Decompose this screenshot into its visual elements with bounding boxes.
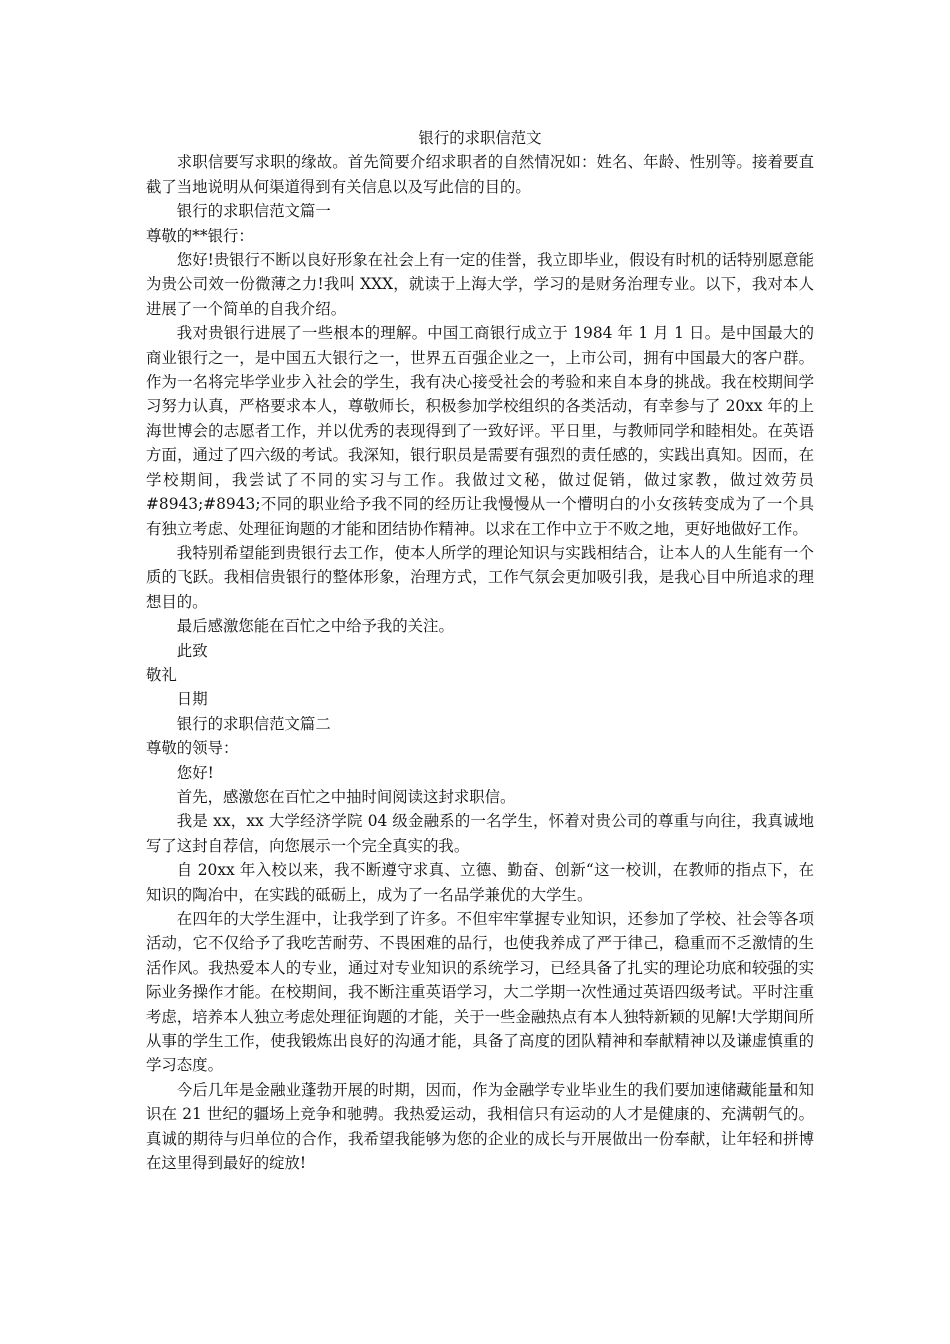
letter1-closing-2: 敬礼 bbox=[146, 665, 177, 684]
letter1-paragraph-2: 我对贵银行进展了一些根本的理解。中国工商银行成立于 1984 年 1 月 1 日。是中国最大的商业银行之一，是中国五大银行之一，世界五百强企业之一，上市公司，拥有中国最大的客户群。作为一名将完毕学业步入社会的学生，我有决心接受社会的考验和来自本身的挑战。我在校期间学习努力认真，严格要求本人，尊敬师长，积极参加学校组织的各类活动，有幸参与了 20xx 年的上海世博会的志愿者工作，并以优秀的表现得到了一致好评。平日里，与教师同学和睦相处。在英语方面，通过了四六级的考试。我深知，银行职员是需要有强烈的责任感的，实践出真知。因而，在学校期间，我尝试了不同的实习与工作。我做过文秘，做过促销，做过家教，做过效劳员#8943;#8943;不同的职业给予我不同的经历让我慢慢从一个懵明白的小女孩转变成为了一个具有独立考虑、处理征询题的才能和团结协作精神。以求在工作中立于不败之地，更好地做好工作。 bbox=[146, 324, 814, 538]
letter1-heading: 银行的求职信范文篇一 bbox=[176, 202, 331, 221]
letter2-paragraph-4: 在四年的大学生涯中，让我学到了许多。不但牢牢掌握专业知识，还参加了学校、社会等各项活动，它不仅给予了我吃苦耐劳、不畏困难的品行，也使我养成了严于律己，稳重而不乏激情的生活作风。我热爱本人的专业，通过对专业知识的系统学习，已经具备了扎实的理论功底和较强的实际业务操作才能。在校期间，我不断注重英语学习，大二学期一次性通过英语四级考试。平时注重考虑，培养本人独立考虑处理征询题的才能，关于一些金融热点有本人独特新颖的见解!大学期间所从事的学生工作，使我锻炼出良好的沟通才能，具备了高度的团队精神和奉献精神以及谦虚慎重的学习态度。 bbox=[146, 910, 814, 1075]
letter1-paragraph-4: 最后感激您能在百忙之中给予我的关注。 bbox=[176, 617, 454, 636]
letter1-paragraph-3: 我特别希望能到贵银行去工作，使本人所学的理论知识与实践相结合，让本人的人生能有一个质的飞跃。我相信贵银行的整体形象，治理方式，工作气氛会更加吸引我，是我心目中所追求的理想目的。 bbox=[146, 543, 814, 611]
letter1-date: 日期 bbox=[176, 690, 208, 709]
letter2-paragraph-5: 今后几年是金融业蓬勃开展的时期，因而，作为金融学专业毕业生的我们要加速储藏能量和知识在 21 世纪的疆场上竞争和驰骋。我热爱运动，我相信只有运动的人才是健康的、充满朝气的。真诚的期待与归单位的合作，我希望我能够为您的企业的成长与开展做出一份奉献，让年轻和拼博在这里得到最好的绽放! bbox=[146, 1080, 814, 1173]
intro-paragraph: 求职信要写求职的缘故。首先简要介绍求职者的自然情况如：姓名、年龄、性别等。接着要直截了当地说明从何渠道得到有关信息以及写此信的目的。 bbox=[146, 153, 814, 196]
letter2-salutation: 尊敬的领导： bbox=[146, 739, 239, 758]
document-title: 银行的求职信范文 bbox=[418, 129, 542, 147]
letter2-paragraph-2: 我是 xx，xx 大学经济学院 04 级金融系的一名学生，怀着对贵公司的尊重与向往，我真诚地写了这封自荐信，向您展示一个完全真实的我。 bbox=[146, 812, 814, 855]
letter2-paragraph-1: 首先，感激您在百忙之中抽时间阅读这封求职信。 bbox=[176, 787, 516, 806]
letter1-salutation: 尊敬的**银行： bbox=[146, 226, 254, 245]
letter1-closing-1: 此致 bbox=[176, 641, 208, 660]
letter2-greeting: 您好! bbox=[176, 763, 214, 782]
document-page bbox=[146, 126, 814, 1175]
letter2-paragraph-3: 自 20xx 年入校以来，我不断遵守求真、立德、勤奋、创新“这一校训，在教师的指点下，在知识的陶冶中，在实践的砥砺上，成为了一名品学兼优的大学生。 bbox=[146, 861, 814, 904]
letter1-paragraph-1: 您好!贵银行不断以良好形象在社会上有一定的佳誉，我立即毕业，假设有时机的话特别愿意能为贵公司效一份微薄之力!我叫 XXX，就读于上海大学，学习的是财务治理专业。以下，我对本人进展了一个简单的自我介绍。 bbox=[146, 251, 814, 318]
letter2-heading: 银行的求职信范文篇二 bbox=[176, 714, 331, 733]
